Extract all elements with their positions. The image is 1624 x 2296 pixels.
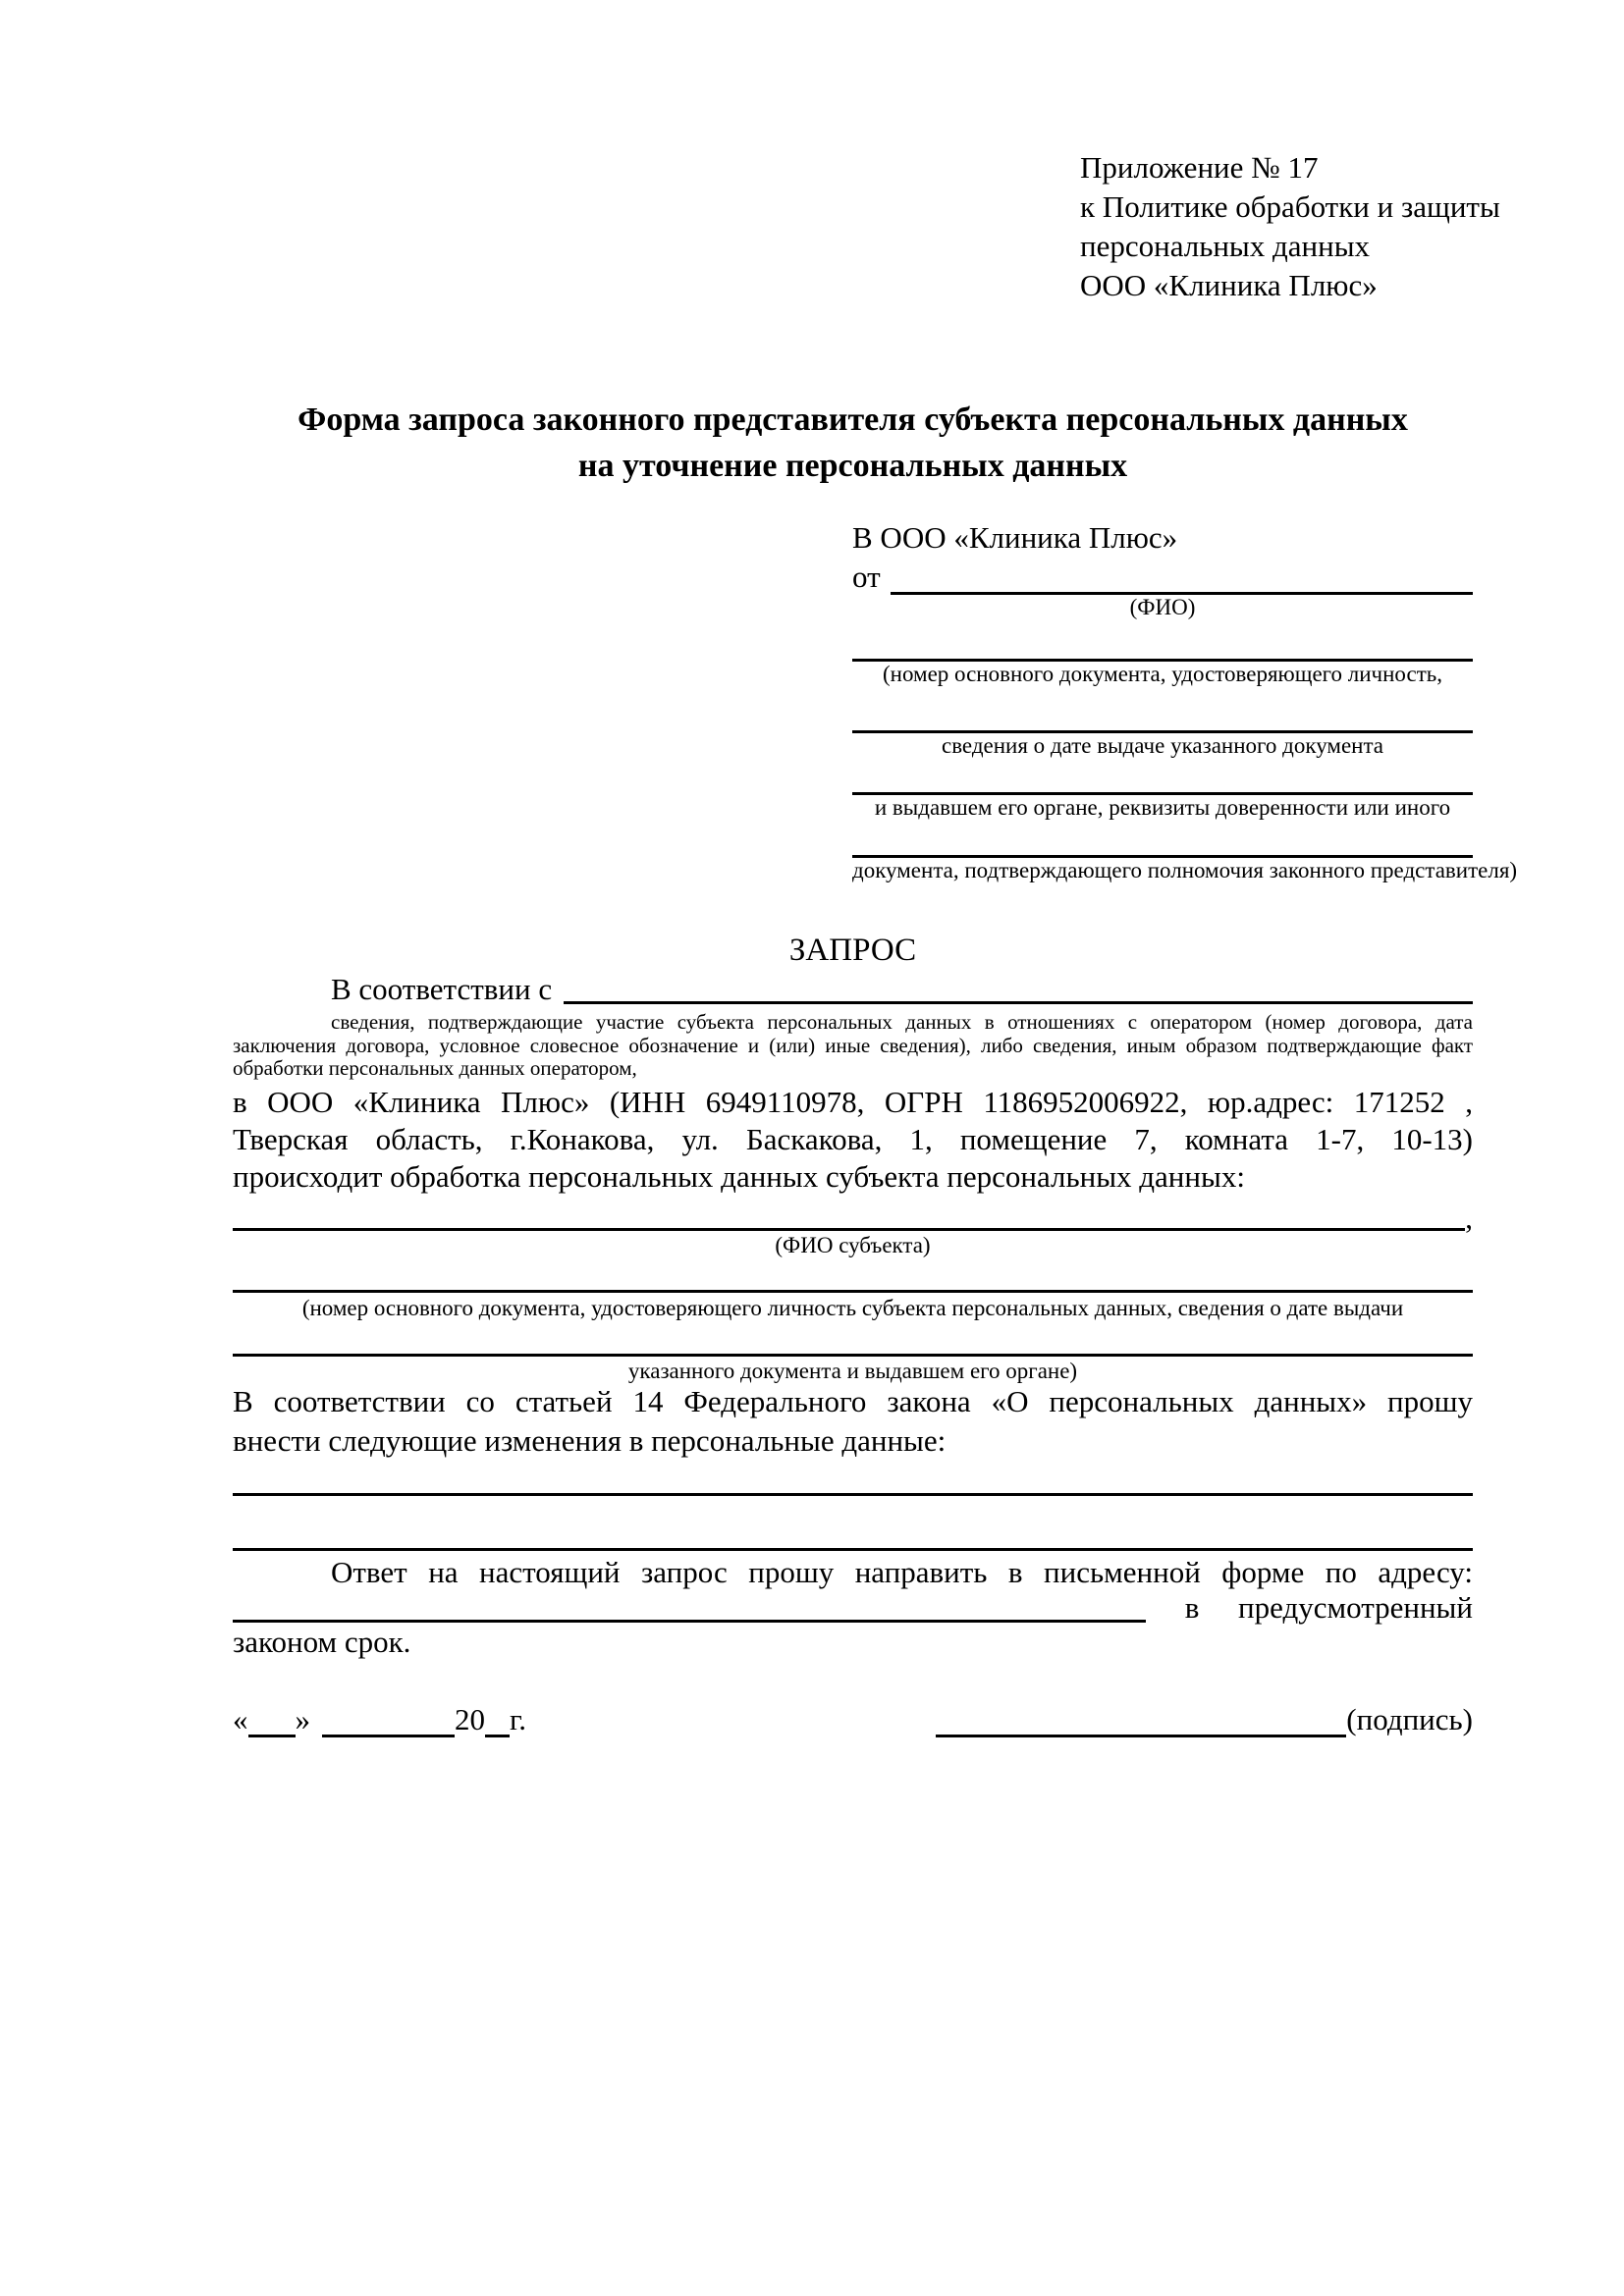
basis-footnote-line-1: сведения, подтверждающие участие субъекта персональных данных в отношениях с оператором (номер договора, дата: [331, 1010, 1473, 1034]
doc-caption-3: и выдавшем его органе, реквизиты доверенности или иного: [874, 795, 1451, 820]
subject-doc-caption-1: (номер основного документа, удостоверяющего личность субъекта персональных данных, сведения о дате выдачи: [301, 1296, 1404, 1320]
doc-number-blank-line: [852, 620, 1473, 662]
subject-doc-blank-line-2: [233, 1321, 1473, 1357]
answer-word-term: предусмотренный: [1238, 1590, 1473, 1625]
answer-paragraph-line-3: законом срок.: [233, 1625, 411, 1659]
doc-powers-blank-line: [852, 821, 1473, 858]
operator-paragraph-line-3: происходит обработка персональных данных субъекта персональных данных:: [233, 1159, 1245, 1194]
intro-row: [233, 972, 1473, 1004]
signature-caption: (подпись): [1346, 1702, 1473, 1736]
date-quote-close: »: [295, 1702, 310, 1736]
doc-caption-2: сведения о дате выдаче указанного документа: [941, 733, 1384, 758]
date-signature-row: [233, 1704, 1473, 1737]
appendix-line-3: персональных данных: [1080, 229, 1371, 263]
answer-paragraph-line-1: Ответ на настоящий запрос прошу направить в письменной форме по адресу:: [331, 1555, 1473, 1589]
doc-caption-4: документа, подтверждающего полномочия законного представителя): [852, 858, 1518, 882]
signature-blank-line: [936, 1710, 1346, 1737]
date-year-suffix: г.: [510, 1702, 526, 1736]
from-row: [852, 558, 1473, 595]
addressee-organization: В ООО «Клиника Плюс»: [852, 520, 1178, 555]
date-year-prefix: 20: [455, 1702, 485, 1736]
from-label: от: [852, 560, 881, 594]
changes-blank-line-1: [233, 1463, 1473, 1496]
subject-fio-caption: (ФИО субъекта): [775, 1233, 931, 1257]
operator-paragraph-line-2: Тверская область, г.Конакова, ул. Баскакова, 1, помещение 7, комната 1-7, 10-13): [233, 1122, 1473, 1156]
subject-fio-comma: ,: [1465, 1201, 1473, 1235]
answer-address-row: [233, 1592, 1473, 1623]
addressee-block: [852, 518, 1518, 883]
date-day-blank: [248, 1710, 296, 1737]
answer-word-v: в: [1184, 1590, 1200, 1625]
basis-footnote-line-2: заключения договора, условное словесное обозначение и (или) иные сведения), либо сведения, иным образом подтверждающие факт: [233, 1033, 1473, 1057]
date-year-blank: [485, 1710, 510, 1737]
intro-label: В соответствии с: [331, 972, 553, 1006]
subject-fio-blank-line: [233, 1200, 1465, 1231]
appendix-line-1: Приложение № 17: [1080, 150, 1319, 185]
date-month-blank: [322, 1710, 455, 1737]
fio-blank-line: [891, 558, 1473, 595]
law-paragraph-line-1: В соответствии со статьей 14 Федерального закона «О персональных данных» прошу: [233, 1384, 1473, 1418]
basis-footnote-line-3: обработки персональных данных оператором,: [233, 1056, 637, 1080]
law-paragraph-line-2: внести следующие изменения в персональные данные:: [233, 1423, 947, 1458]
subject-doc-blank-line-1: [233, 1258, 1473, 1293]
fio-caption: (ФИО): [1129, 595, 1196, 619]
subject-fio-row: [233, 1200, 1473, 1235]
operator-paragraph-line-1: в ООО «Клиника Плюс» (ИНН 6949110978, ОГРН 1186952006922, юр.адрес: 171252 ,: [233, 1085, 1473, 1119]
doc-authority-blank-line: [852, 759, 1473, 795]
basis-blank-line: [564, 972, 1473, 1004]
appendix-line-4: ООО «Клиника Плюс»: [1080, 268, 1378, 302]
doc-caption-1: (номер основного документа, удостоверяющего личность,: [882, 662, 1442, 686]
law-paragraph: [233, 1382, 1473, 1461]
date-group: [233, 1702, 526, 1737]
appendix-line-2: к Политике обработки и защиты: [1080, 189, 1500, 224]
signature-group: [936, 1702, 1473, 1737]
basis-footnote: [233, 1011, 1473, 1081]
operator-paragraph: [233, 1084, 1473, 1196]
subject-doc-caption-2: указанного документа и выдавшем его органе): [627, 1359, 1078, 1383]
date-quote-open: «: [233, 1702, 248, 1736]
doc-issue-date-blank-line: [852, 687, 1473, 733]
page-title: [233, 397, 1473, 489]
appendix-block: [1080, 148, 1500, 305]
request-heading: ЗАПРОС: [788, 933, 917, 968]
address-blank-line: [233, 1592, 1146, 1623]
changes-blank-line-2: [233, 1498, 1473, 1551]
page-title-line-1: Форма запроса законного представителя субъекта персональных данных: [298, 401, 1408, 438]
page-title-line-2: на уточнение персональных данных: [577, 448, 1128, 484]
